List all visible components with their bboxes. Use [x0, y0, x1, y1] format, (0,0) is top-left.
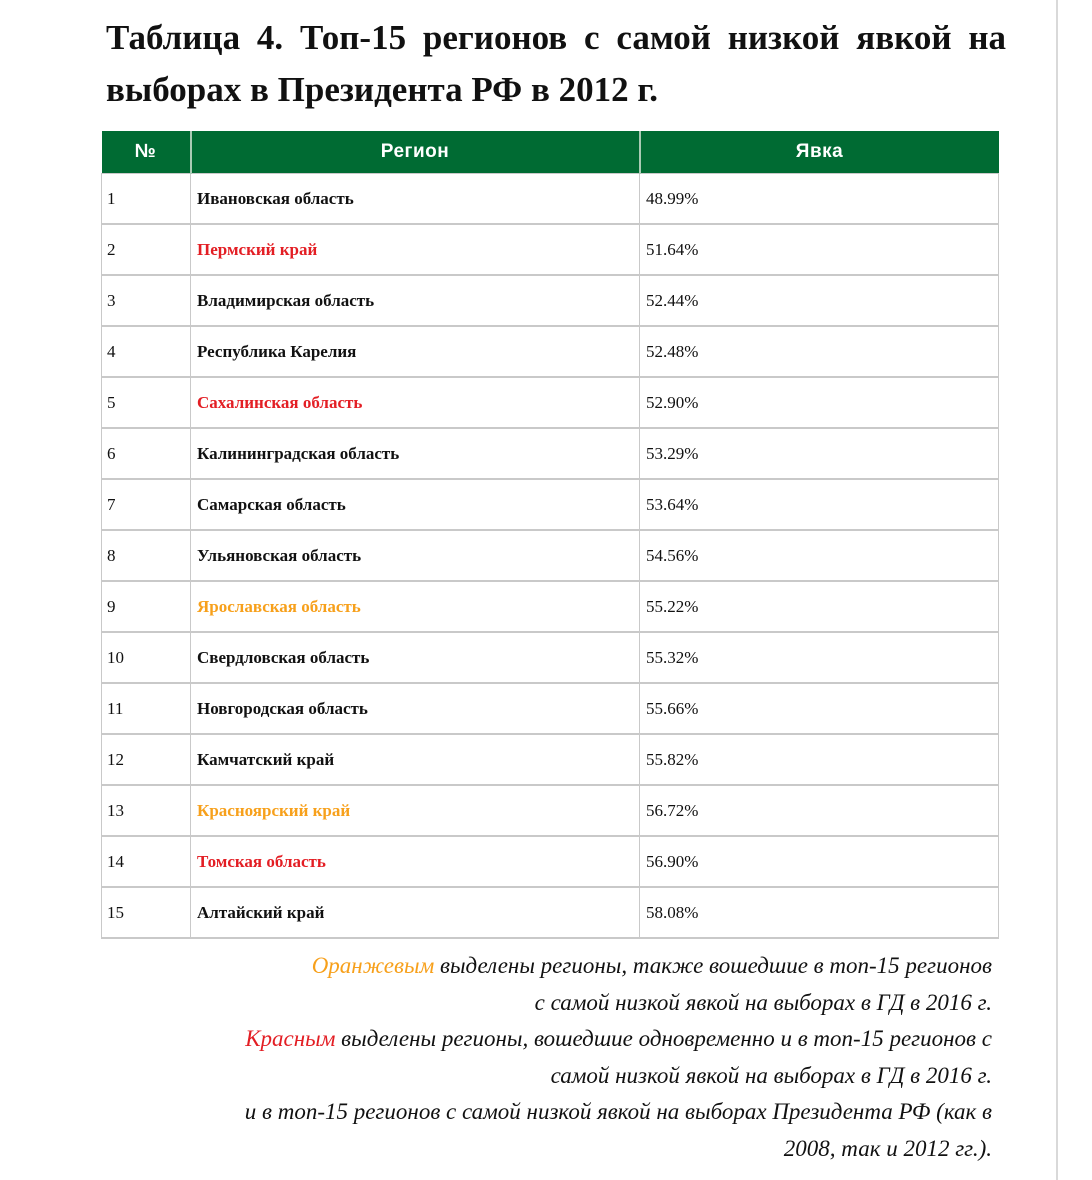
- region-name: Владимирская область: [191, 275, 640, 326]
- region-name: Республика Карелия: [191, 326, 640, 377]
- row-number: 13: [102, 785, 191, 836]
- turnout-table: [101, 131, 999, 939]
- table-row: [102, 683, 999, 734]
- region-name: Новгородская область: [191, 683, 640, 734]
- legend-red-line-1: [106, 1021, 992, 1058]
- row-number: 3: [102, 275, 191, 326]
- legend-orange-line-2: с самой низкой явкой на выборах в ГД в 2016 г.: [534, 989, 992, 1015]
- row-number: 5: [102, 377, 191, 428]
- table-row: [102, 428, 999, 479]
- column-header-turnout: Явка: [640, 131, 999, 174]
- turnout-value: 55.66%: [640, 683, 999, 734]
- turnout-value: 55.82%: [640, 734, 999, 785]
- table-row: [102, 734, 999, 785]
- legend-note: [106, 948, 992, 1167]
- table-row: [102, 224, 999, 275]
- legend-red-text-1: выделены регионы, вошедшие одновременно и в топ-15 регионов с: [335, 1026, 992, 1051]
- region-name: Ярославская область: [191, 581, 640, 632]
- table-row: [102, 836, 999, 887]
- row-number: 12: [102, 734, 191, 785]
- row-number: 8: [102, 530, 191, 581]
- region-name: Камчатский край: [191, 734, 640, 785]
- table-row: [102, 479, 999, 530]
- row-number: 6: [102, 428, 191, 479]
- region-name: Ивановская область: [191, 174, 640, 225]
- region-name: Калининградская область: [191, 428, 640, 479]
- row-number: 9: [102, 581, 191, 632]
- legend-red-line-4: 2008, так и 2012 гг.).: [783, 1135, 992, 1161]
- turnout-value: 56.90%: [640, 836, 999, 887]
- turnout-value: 52.44%: [640, 275, 999, 326]
- turnout-value: 54.56%: [640, 530, 999, 581]
- region-name: Пермский край: [191, 224, 640, 275]
- row-number: 10: [102, 632, 191, 683]
- column-header-num: №: [102, 131, 191, 174]
- column-header-region: Регион: [191, 131, 640, 174]
- table-row: [102, 581, 999, 632]
- table-row: [102, 530, 999, 581]
- turnout-value: 52.48%: [640, 326, 999, 377]
- turnout-value: 48.99%: [640, 174, 999, 225]
- legend-orange-line-1: [106, 948, 992, 985]
- turnout-value: 51.64%: [640, 224, 999, 275]
- turnout-value: 56.72%: [640, 785, 999, 836]
- page-edge-divider: [1056, 0, 1058, 1180]
- table-header-row: [102, 131, 999, 174]
- turnout-value: 53.29%: [640, 428, 999, 479]
- region-name: Ульяновская область: [191, 530, 640, 581]
- table-body: [102, 174, 999, 939]
- row-number: 2: [102, 224, 191, 275]
- table-row: [102, 174, 999, 225]
- turnout-value: 53.64%: [640, 479, 999, 530]
- row-number: 15: [102, 887, 191, 938]
- region-name: Сахалинская область: [191, 377, 640, 428]
- page-title: Таблица 4. Топ-15 регионов с самой низкой явкой на выборах в Президента РФ в 2012 г.: [106, 18, 1006, 109]
- row-number: 11: [102, 683, 191, 734]
- row-number: 4: [102, 326, 191, 377]
- table-row: [102, 887, 999, 938]
- legend-red-word: Красным: [245, 1026, 336, 1051]
- table-row: [102, 275, 999, 326]
- region-name: Красноярский край: [191, 785, 640, 836]
- turnout-value: 58.08%: [640, 887, 999, 938]
- row-number: 14: [102, 836, 191, 887]
- turnout-value: 55.32%: [640, 632, 999, 683]
- turnout-value: 52.90%: [640, 377, 999, 428]
- turnout-value: 55.22%: [640, 581, 999, 632]
- legend-red-line-2: самой низкой явкой на выборах в ГД в 2016 г.: [550, 1062, 992, 1088]
- legend-orange-word: Оранжевым: [311, 953, 435, 978]
- region-name: Свердловская область: [191, 632, 640, 683]
- region-name: Самарская область: [191, 479, 640, 530]
- table-row: [102, 326, 999, 377]
- region-name: Томская область: [191, 836, 640, 887]
- row-number: 7: [102, 479, 191, 530]
- legend-red-line-3: и в топ-15 регионов с самой низкой явкой на выборах Президента РФ (как в: [244, 1099, 992, 1124]
- table-row: [102, 785, 999, 836]
- table-row: [102, 377, 999, 428]
- table-header: [102, 131, 999, 174]
- table-row: [102, 632, 999, 683]
- legend-orange-text-1: выделены регионы, также вошедшие в топ-15 регионов: [434, 953, 992, 978]
- row-number: 1: [102, 174, 191, 225]
- region-name: Алтайский край: [191, 887, 640, 938]
